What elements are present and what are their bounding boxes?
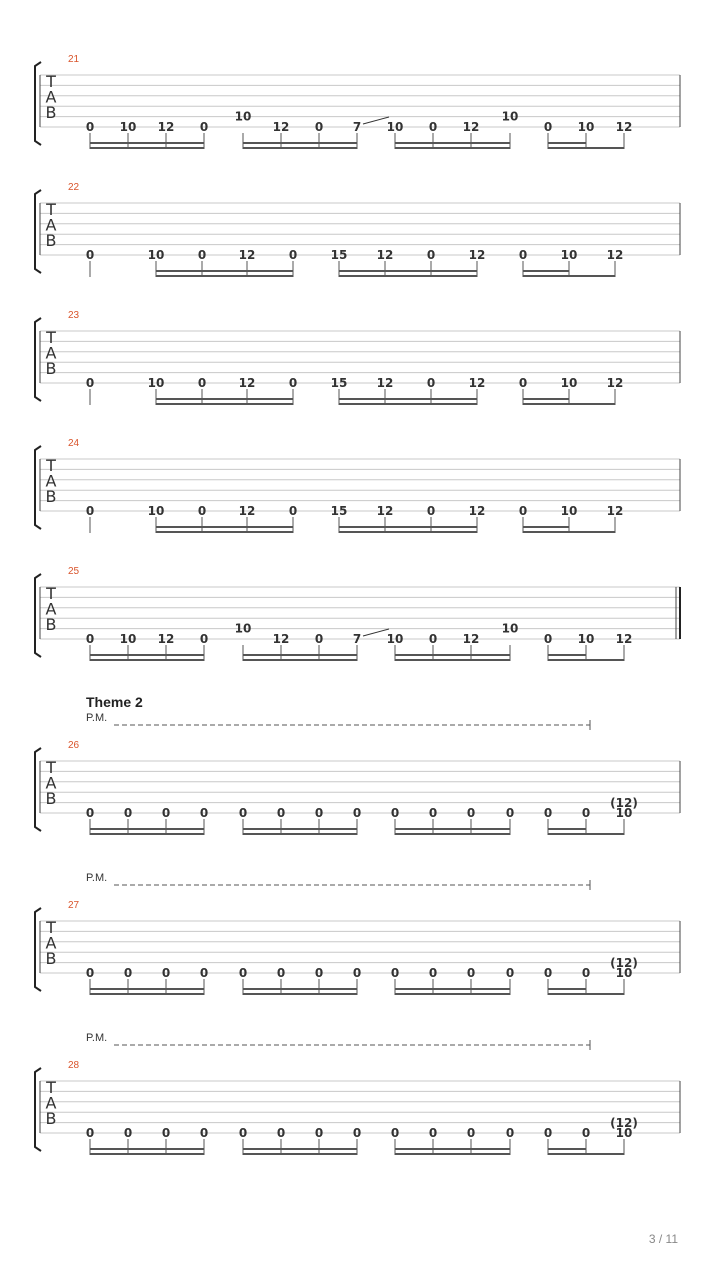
fret-number: 12 [462,632,480,646]
tab-clef-letter: T [46,584,56,603]
fret-number: 7 [352,632,362,646]
fret-number: 0 [518,248,528,262]
fret-number: 0 [85,120,95,134]
palm-mute-label: P.M. [86,712,108,724]
measure-number: 23 [68,310,80,321]
tab-clef-letter: A [45,87,57,107]
fret-number: 10 [560,248,578,262]
fret-number: 10 [501,621,519,636]
fret-number: 0 [197,504,207,518]
fret-number: (12) [610,1116,638,1130]
tab-clef-letter: A [45,1093,57,1113]
tab-system [35,438,680,533]
tab-clef-letter: A [45,471,57,491]
fret-number: 12 [272,632,290,646]
tab-clef-letter: A [45,599,57,619]
fret-number: 0 [352,966,362,980]
fret-number: 0 [581,966,591,980]
tab-system [35,872,680,995]
fret-number: 0 [161,806,171,820]
fret-number: 0 [543,966,553,980]
fret-number: 12 [376,248,394,262]
fret-number: 10 [560,376,578,390]
fret-number: 0 [581,806,591,820]
tab-system [35,54,680,149]
fret-number: 12 [606,504,624,518]
fret-number: 0 [466,966,476,980]
fret-number: 0 [505,806,515,820]
measure-number: 25 [68,566,80,577]
tab-clef-letter: B [45,231,57,250]
fret-number: 0 [581,1126,591,1140]
tab-clef-letter: A [45,773,57,793]
fret-number: 10 [234,109,252,124]
tab-system [35,1032,680,1155]
fret-number: 15 [330,504,348,518]
fret-number: 12 [376,376,394,390]
fret-number: 0 [426,376,436,390]
fret-number: 12 [615,632,633,646]
fret-number: 0 [161,1126,171,1140]
fret-number: 10 [147,248,165,262]
tab-clef-letter: T [46,918,56,937]
fret-number: 0 [390,1126,400,1140]
fret-number: 0 [466,1126,476,1140]
tab-clef-letter: T [46,200,56,219]
fret-number: 0 [428,966,438,980]
fret-number: 10 [147,504,165,518]
tab-clef-letter: B [45,789,57,808]
fret-number: 0 [314,120,324,134]
fret-number: 0 [428,120,438,134]
fret-number: 12 [157,632,175,646]
fret-number: 0 [85,248,95,262]
fret-number: 0 [85,806,95,820]
fret-number: 0 [466,806,476,820]
fret-number: 12 [376,504,394,518]
fret-number: 0 [123,966,133,980]
fret-number: 0 [199,966,209,980]
fret-number: 0 [288,376,298,390]
fret-number: 0 [288,248,298,262]
tab-system [35,310,680,405]
fret-number: 0 [276,966,286,980]
fret-number: 0 [276,1126,286,1140]
fret-number: (12) [610,956,638,970]
fret-number: 0 [314,806,324,820]
fret-number: 0 [197,248,207,262]
fret-number: 10 [234,621,252,636]
tab-clef-letter: B [45,359,57,378]
fret-number: 0 [543,120,553,134]
fret-number: 10 [147,376,165,390]
tab-clef-letter: T [46,456,56,475]
fret-number: 12 [468,248,486,262]
fret-number: 0 [85,1126,95,1140]
fret-number: 0 [505,1126,515,1140]
fret-number: 10 [577,120,595,134]
fret-number: 12 [238,504,256,518]
fret-number: 10 [560,504,578,518]
fret-number: 0 [238,1126,248,1140]
fret-number: 12 [468,504,486,518]
fret-number: 15 [330,376,348,390]
fret-number: 0 [518,504,528,518]
fret-number: 10 [577,632,595,646]
fret-number: 0 [428,1126,438,1140]
fret-number: 12 [606,248,624,262]
fret-number: 10 [615,806,633,820]
measure-number: 27 [68,900,80,911]
measure-number: 21 [68,54,80,65]
tab-clef-letter: T [46,1078,56,1097]
fret-number: 0 [197,376,207,390]
measure-number: 28 [68,1060,80,1071]
fret-number: (12) [610,796,638,810]
fret-number: 0 [85,376,95,390]
slide-line [363,629,389,636]
fret-number: 0 [352,1126,362,1140]
fret-number: 10 [615,966,633,980]
tab-system [35,712,680,835]
tab-clef-letter: A [45,215,57,235]
fret-number: 0 [390,806,400,820]
tab-clef-letter: B [45,615,57,634]
fret-number: 0 [276,806,286,820]
fret-number: 0 [123,806,133,820]
fret-number: 10 [501,109,519,124]
tab-clef-letter: T [46,758,56,777]
fret-number: 0 [426,248,436,262]
fret-number: 10 [119,120,137,134]
fret-number: 10 [615,1126,633,1140]
tab-clef-letter: B [45,487,57,506]
fret-number: 0 [85,504,95,518]
tab-system [35,566,680,661]
tab-clef-letter: B [45,1109,57,1128]
tab-system [35,182,680,277]
section-title: Theme 2 [86,694,143,710]
fret-number: 0 [238,966,248,980]
fret-number: 0 [505,966,515,980]
fret-number: 0 [352,806,362,820]
tab-clef-letter: A [45,933,57,953]
fret-number: 12 [272,120,290,134]
fret-number: 0 [288,504,298,518]
fret-number: 12 [468,376,486,390]
measure-number: 26 [68,740,80,751]
fret-number: 0 [314,1126,324,1140]
palm-mute-label: P.M. [86,872,108,884]
fret-number: 10 [119,632,137,646]
fret-number: 12 [462,120,480,134]
fret-number: 0 [238,806,248,820]
fret-number: 0 [85,966,95,980]
tab-clef-letter: T [46,328,56,347]
fret-number: 12 [606,376,624,390]
fret-number: 0 [543,632,553,646]
fret-number: 7 [352,120,362,134]
fret-number: 0 [161,966,171,980]
fret-number: 12 [238,376,256,390]
fret-number: 0 [428,632,438,646]
tab-clef-letter: B [45,103,57,122]
fret-number: 12 [615,120,633,134]
fret-number: 0 [85,632,95,646]
fret-number: 12 [238,248,256,262]
tab-clef-letter: B [45,949,57,968]
fret-number: 0 [543,1126,553,1140]
measure-number: 24 [68,438,80,449]
palm-mute-label: P.M. [86,1032,108,1044]
tab-clef-letter: A [45,343,57,363]
fret-number: 0 [518,376,528,390]
fret-number: 12 [157,120,175,134]
measure-number: 22 [68,182,80,193]
fret-number: 0 [199,632,209,646]
fret-number: 0 [199,806,209,820]
fret-number: 0 [123,1126,133,1140]
fret-number: 0 [199,1126,209,1140]
page-number: 3 / 11 [648,1232,678,1246]
fret-number: 0 [199,120,209,134]
fret-number: 15 [330,248,348,262]
slide-line [363,117,389,124]
tab-clef-letter: T [46,72,56,91]
fret-number: 0 [390,966,400,980]
fret-number: 10 [386,632,404,646]
fret-number: 0 [314,966,324,980]
fret-number: 0 [314,632,324,646]
fret-number: 0 [428,806,438,820]
fret-number: 10 [386,120,404,134]
fret-number: 0 [543,806,553,820]
fret-number: 0 [426,504,436,518]
